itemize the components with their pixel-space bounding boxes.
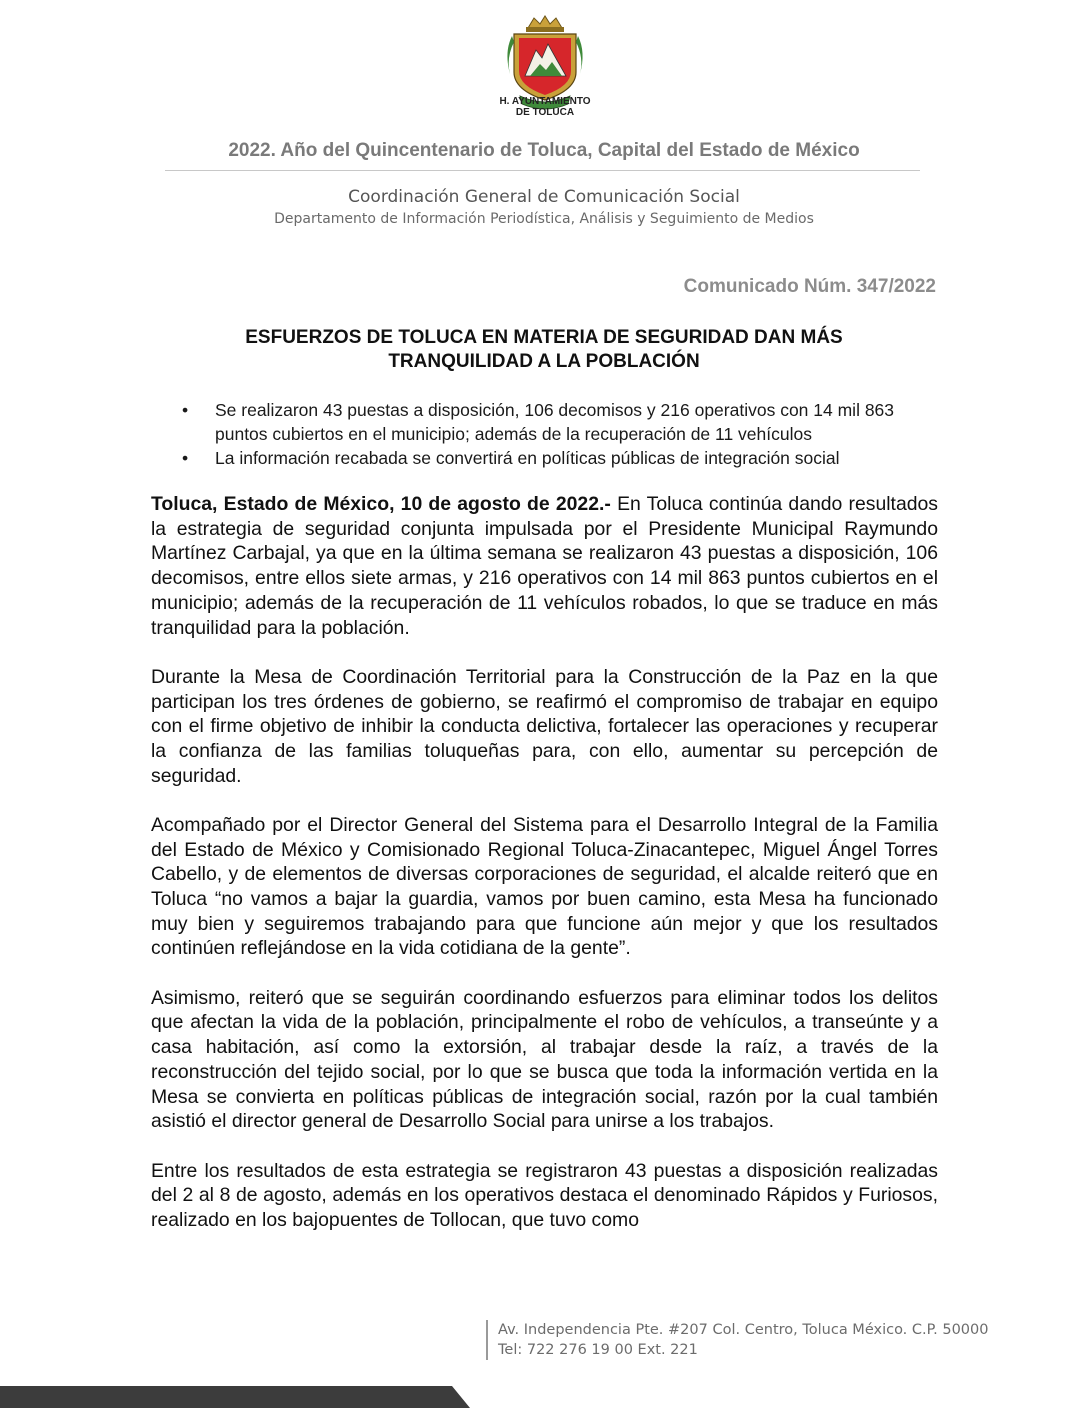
department-subtitle: Departamento de Información Periodística, Análisis y Seguimiento de Medios [274,211,814,227]
headline-line-1: ESFUERZOS DE TOLUCA EN MATERIA DE SEGURIDAD DAN MÁS [245,327,843,348]
release-number: Comunicado Núm. 347/2022 [683,276,936,297]
header-divider [165,170,920,171]
body-paragraph-3: Acompañado por el Director General del Sistema para el Desarrollo Integral de la Familia del Estado de México y Comisionado Regional Toluca-Zinacantepec, Miguel Ángel Torres Cabello, y de elementos de diversas corporaciones de seguridad, el alcalde reiteró que en Toluca “no vamos a bajar la guardia, vamos por buen camino, esta Mesa ha funcionado muy bien y seguiremos trabajando para que funcione aún mejor y que los resultados continúen reflejándose en la vida cotidiana de la gente”. [151,813,938,960]
body-paragraph-2: Durante la Mesa de Coordinación Territorial para la Construcción de la Paz en la que participan los tres órdenes de gobierno, se reafirmó el compromiso de trabajar en equipo con el firme objetivo de inhibir la conducta delictiva, fortalecer las operaciones y recuperar la confianza de las familias toluqueñas para, con ello, aumentar su percepción de seguridad. [151,665,938,787]
bottom-decorative-band [0,1386,1088,1408]
paragraph-text: En Toluca continúa dando resultados la estrategia de seguridad conjunta impulsada por el Presidente Municipal Raymundo Martínez Carbajal, ya que en la última semana se realizaron 43 puestas a disposición, 106 decomisos, entre ellos siete armas, y 216 operativos con 14 mil 863 puntos cubiertos en el municipio; además de la recuperación de 11 vehículos robados, lo que se traduce en más tranquilidad para la población. [151,493,938,639]
footer-contact [498,1320,988,1360]
year-motto: 2022. Año del Quincentenario de Toluca, Capital del Estado de México [228,140,860,161]
footer-divider [486,1320,488,1360]
coordination-title: Coordinación General de Comunicación Social [348,187,740,207]
footer-address: Av. Independencia Pte. #207 Col. Centro, Toluca México. C.P. 50000 [498,1322,989,1338]
article-body [151,492,938,1257]
summary-bullet: • Se realizaron 43 puestas a disposición, 106 decomisos y 216 operativos con 14 mil 863 puntos cubiertos en el municipio; además de la recuperación de 11 vehículos [182,398,942,446]
footer-phone: Tel: 722 276 19 00 Ext. 221 [498,1342,698,1358]
summary-bullets [182,398,942,470]
headline [150,326,938,374]
logo-caption [470,96,620,118]
logo-line-1: H. AYUNTAMIENTO [499,96,591,107]
body-paragraph-4: Asimismo, reiteró que se seguirán coordinando esfuerzos para eliminar todos los delitos que afectan la vida de la población, principalmente el robo de vehículos, a transeúnte y a casa habitación, así como la extorsión, al trabajar desde la raíz, a través de la reconstrucción del tejido social, por lo que se busca que toda la información vertida en la Mesa se convierta en políticas públicas de integración social, razón por la cual también asistió el director general de Desarrollo Social para unirse a los trabajos. [151,986,938,1133]
body-paragraph-1 [151,492,938,640]
headline-line-2: TRANQUILIDAD A LA POBLACIÓN [388,351,700,372]
dateline: Toluca, Estado de México, 10 de agosto de 2022.- [151,493,611,515]
logo-line-2: DE TOLUCA [515,107,575,118]
body-paragraph-5: Entre los resultados de esta estrategia se registraron 43 puestas a disposición realizadas del 2 al 8 de agosto, además en los operativos destaca el denominado Rápidos y Furiosos, realizado en los bajopuentes de Tollocan, que tuvo como [151,1159,938,1231]
summary-bullet: • La información recabada se convertirá en políticas públicas de integración social [182,446,942,470]
